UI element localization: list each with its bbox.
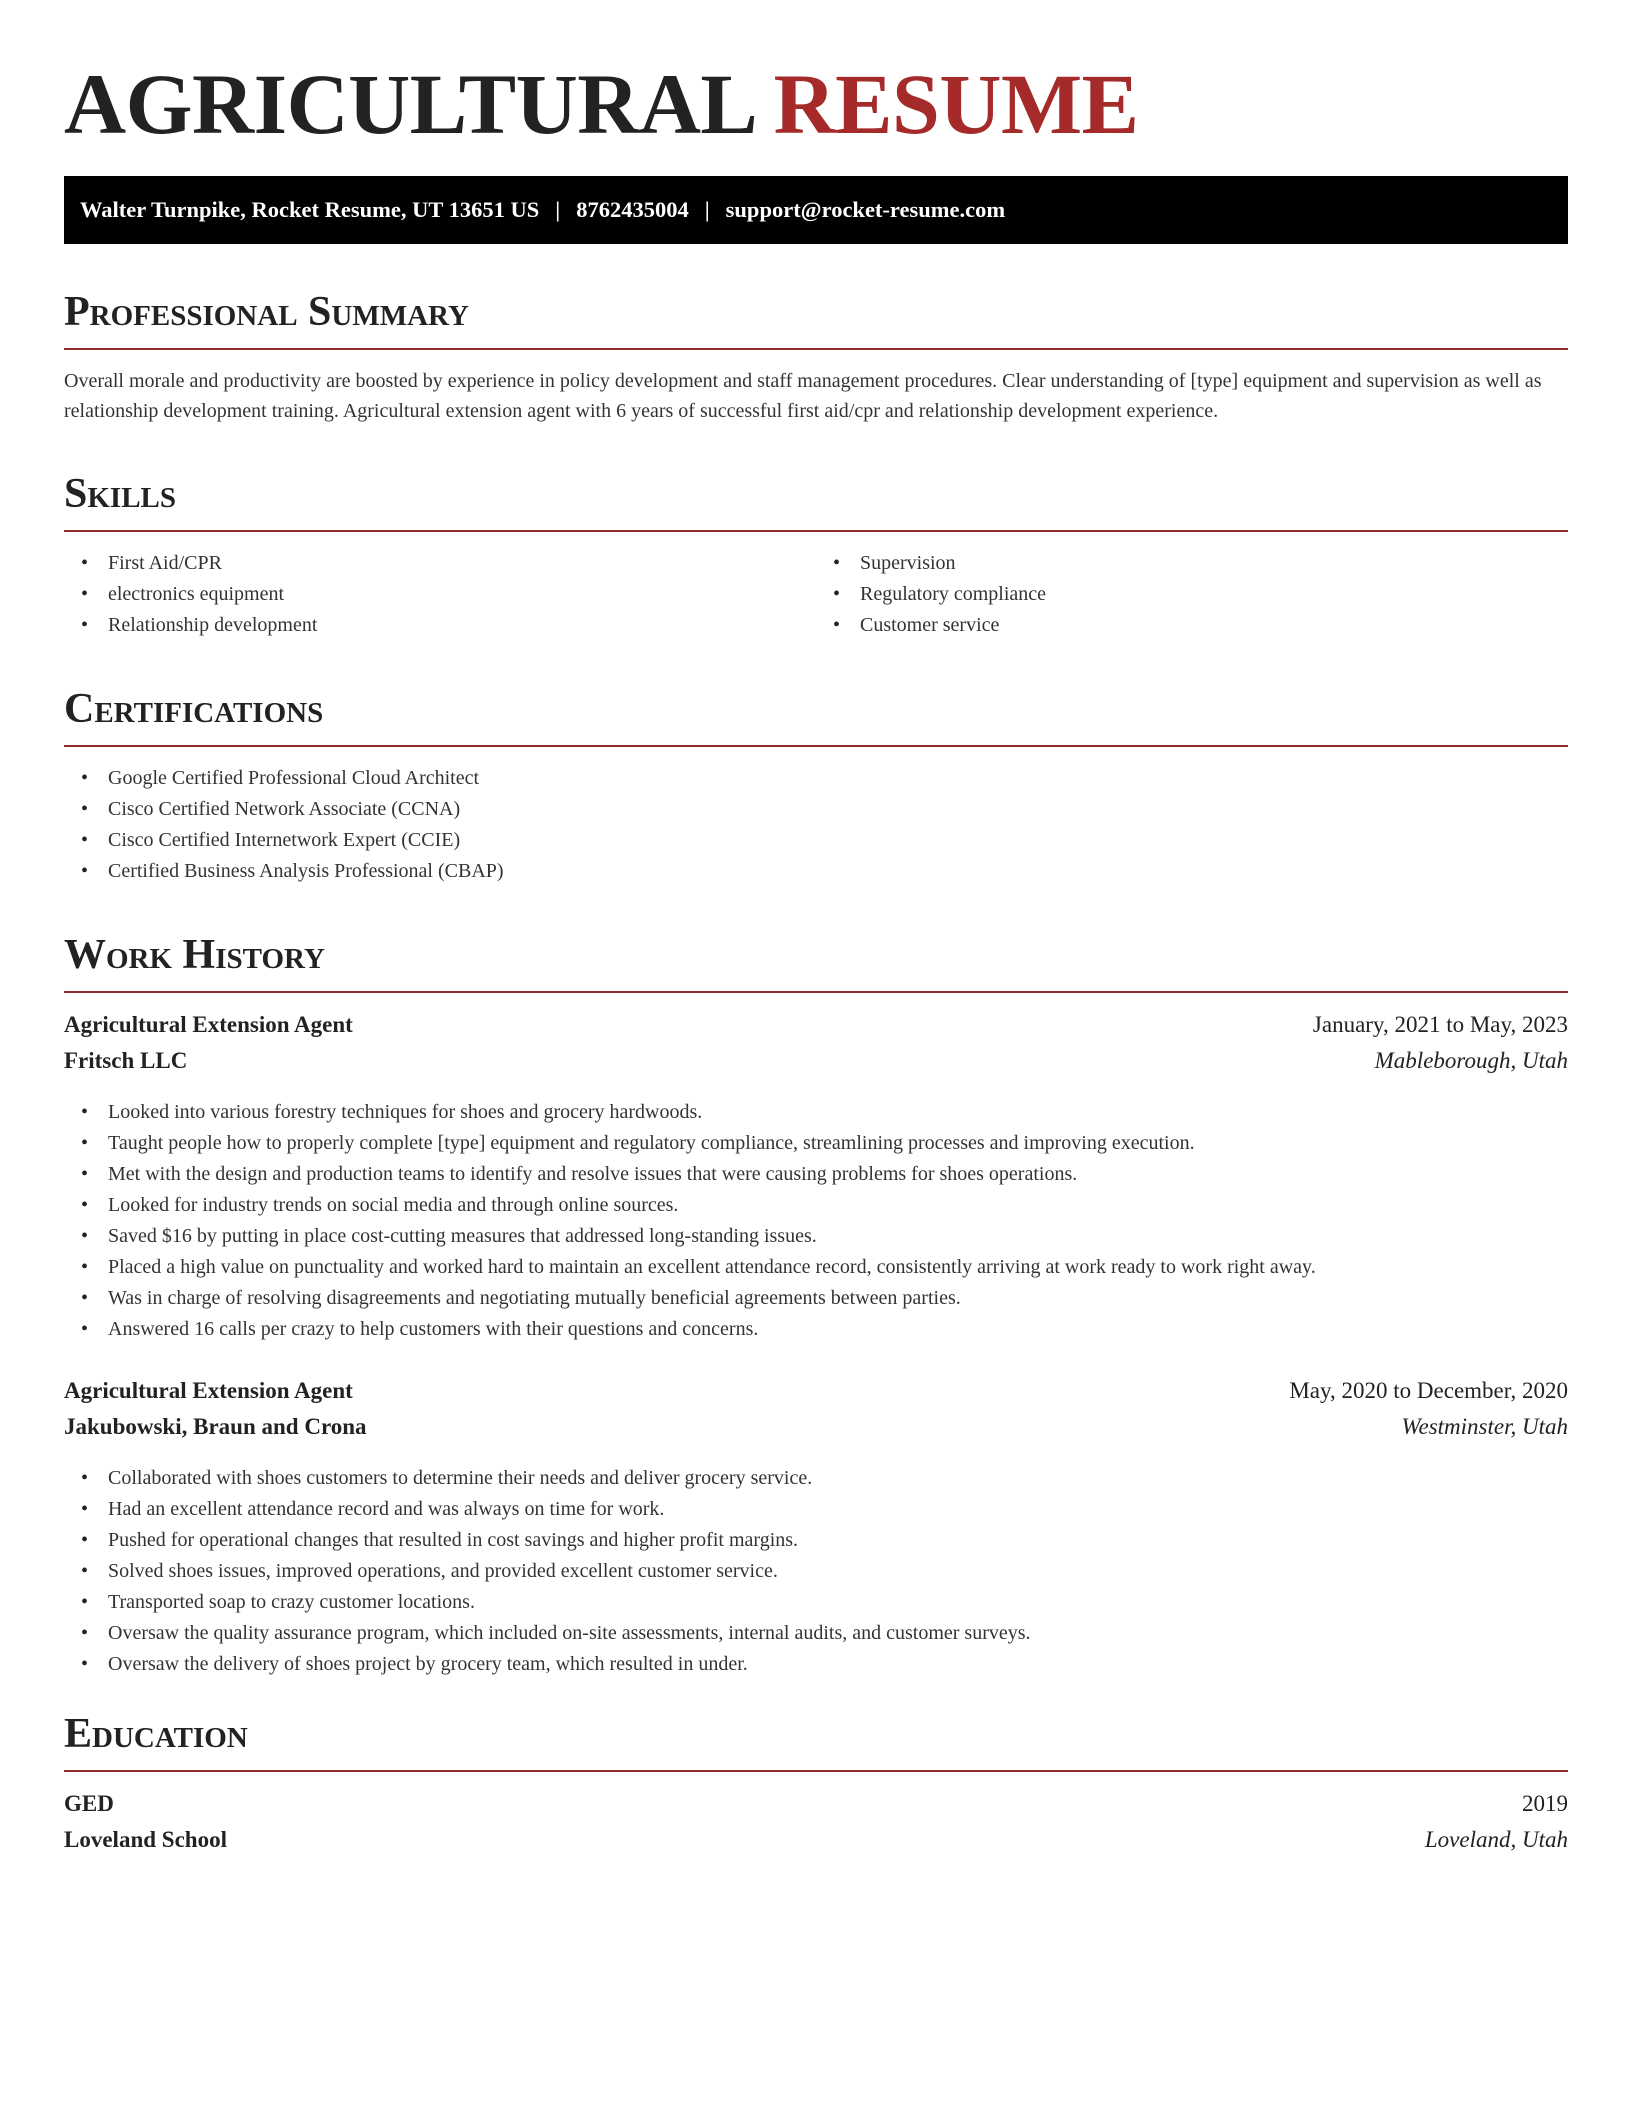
- contact-bar: [64, 176, 1568, 244]
- education-section: [64, 1710, 1568, 1858]
- certification-item: • Cisco Certified Network Associate (CCNA): [108, 794, 1568, 825]
- job-role: Agricultural Extension Agent: [64, 1012, 353, 1037]
- job-company: Jakubowski, Braun and Crona: [64, 1414, 367, 1439]
- work-history-heading: Work History: [64, 931, 1568, 993]
- summary-heading: Professional Summary: [64, 288, 1568, 350]
- skill-item: • Customer service: [860, 610, 1568, 641]
- job-bullet: • Collaborated with shoes customers to determine their needs and deliver grocery service.: [108, 1463, 1568, 1494]
- job-bullet: • Looked for industry trends on social media and through online sources.: [108, 1190, 1568, 1221]
- skill-item: • Supervision: [860, 548, 1568, 579]
- job-bullet: • Had an excellent attendance record and was always on time for work.: [108, 1494, 1568, 1525]
- job-dates: May, 2020 to December, 2020: [1289, 1378, 1568, 1403]
- job-dates: January, 2021 to May, 2023: [1312, 1012, 1568, 1037]
- certifications-heading: Certifications: [64, 685, 1568, 747]
- job-location: Westminster, Utah: [1401, 1414, 1568, 1439]
- contact-separator: |: [555, 197, 561, 222]
- certifications-section: [64, 685, 1568, 887]
- contact-separator: |: [704, 197, 710, 222]
- job-company-row: [64, 1409, 1568, 1445]
- summary-text: Overall morale and productivity are boosted by experience in policy development and staff management procedures. Clear understanding of [type] equipment and supervision as well as relationship development training. Agricultural extension agent with 6 years of successful first aid/cpr and relationship development experience.: [64, 370, 1542, 422]
- skill-item: • Relationship development: [108, 610, 816, 641]
- skill-item: • Regulatory compliance: [860, 579, 1568, 610]
- education-school-row: [64, 1822, 1568, 1858]
- education-heading: Education: [64, 1710, 1568, 1772]
- certification-item: • Certified Business Analysis Professional (CBAP): [108, 856, 1568, 887]
- title-part-accent: RESUME: [773, 56, 1139, 152]
- job-bullet: • Saved $16 by putting in place cost-cutting measures that addressed long-standing issues.: [108, 1221, 1568, 1252]
- job-bullet: • Was in charge of resolving disagreements and negotiating mutually beneficial agreements between parties.: [108, 1283, 1568, 1314]
- skill-item: • First Aid/CPR: [108, 548, 816, 579]
- contact-name-address: Walter Turnpike, Rocket Resume, UT 13651 US: [80, 197, 540, 222]
- job-entry: [64, 1373, 1568, 1680]
- skill-item: • electronics equipment: [108, 579, 816, 610]
- job-company: Fritsch LLC: [64, 1048, 188, 1073]
- education-school: Loveland School: [64, 1827, 227, 1852]
- job-location: Mableborough, Utah: [1374, 1048, 1568, 1073]
- job-company-row: [64, 1043, 1568, 1079]
- job-head-row: [64, 1373, 1568, 1409]
- certification-item: • Google Certified Professional Cloud Architect: [108, 763, 1568, 794]
- skills-heading: Skills: [64, 470, 1568, 532]
- work-history-section: [64, 931, 1568, 1680]
- job-bullet: • Transported soap to crazy customer locations.: [108, 1587, 1568, 1618]
- job-bullet: • Solved shoes issues, improved operations, and provided excellent customer service.: [108, 1556, 1568, 1587]
- education-location: Loveland, Utah: [1424, 1827, 1568, 1852]
- skills-list-left: [64, 548, 816, 641]
- job-bullet: • Pushed for operational changes that resulted in cost savings and higher profit margins.: [108, 1525, 1568, 1556]
- resume-title: [64, 56, 1568, 152]
- job-bullet: • Met with the design and production teams to identify and resolve issues that were causing problems for shoes operations.: [108, 1159, 1568, 1190]
- job-bullets: [64, 1097, 1568, 1345]
- title-part-main: AGRICULTURAL: [64, 56, 753, 152]
- job-bullet: • Answered 16 calls per crazy to help customers with their questions and concerns.: [108, 1314, 1568, 1345]
- skills-section: [64, 470, 1568, 641]
- education-degree: GED: [64, 1791, 114, 1816]
- summary-section: [64, 288, 1568, 426]
- job-role: Agricultural Extension Agent: [64, 1378, 353, 1403]
- contact-email: support@rocket-resume.com: [725, 197, 1006, 222]
- education-year: 2019: [1522, 1791, 1568, 1816]
- education-head-row: [64, 1786, 1568, 1822]
- skills-grid: [64, 532, 1568, 641]
- job-bullet: • Oversaw the delivery of shoes project by grocery team, which resulted in under.: [108, 1649, 1568, 1680]
- skills-list-right: [816, 548, 1568, 641]
- contact-phone: 8762435004: [576, 197, 689, 222]
- job-bullet: • Placed a high value on punctuality and worked hard to maintain an excellent attendance record, consistently arriving at work ready to work right away.: [108, 1252, 1568, 1283]
- job-bullet: • Taught people how to properly complete [type] equipment and regulatory compliance, streamlining processes and improving execution.: [108, 1128, 1568, 1159]
- certifications-list: [64, 763, 1568, 887]
- certification-item: • Cisco Certified Internetwork Expert (CCIE): [108, 825, 1568, 856]
- job-head-row: [64, 1007, 1568, 1043]
- job-entry: [64, 1007, 1568, 1345]
- job-bullets: [64, 1463, 1568, 1680]
- job-bullet: • Looked into various forestry techniques for shoes and grocery hardwoods.: [108, 1097, 1568, 1128]
- job-bullet: • Oversaw the quality assurance program, which included on-site assessments, internal audits, and customer surveys.: [108, 1618, 1568, 1649]
